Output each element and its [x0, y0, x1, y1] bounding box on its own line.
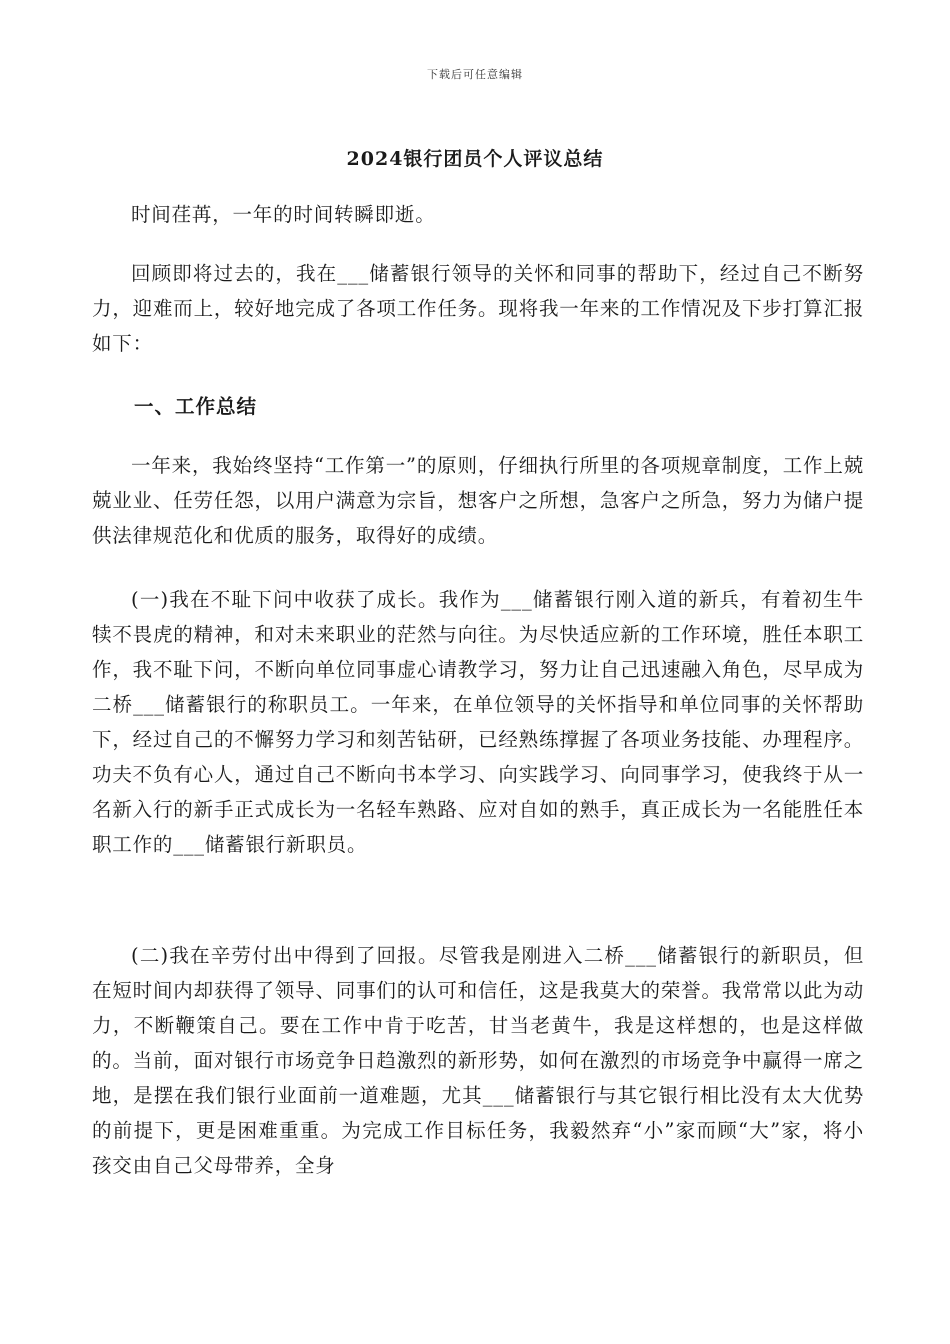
- paragraph-intro: 时间荏苒，一年的时间转瞬即逝。: [131, 203, 436, 226]
- paragraph-review: 回顾即将过去的，我在___储蓄银行领导的关怀和同事的帮助下，经过自己不断努力，迎难而上，较好地完成了各项工作任务。现将我一年来的工作情况及下步打算汇报如下：: [92, 262, 864, 355]
- paragraph-point-1: (一)我在不耻下问中收获了成长。我作为___储蓄银行刚入道的新兵，有着初生牛犊不畏虎的精神，和对未来职业的茫然与向往。为尽快适应新的工作环境，胜任本职工作，我不耻下问，不断向单位同事虚心请教学习，努力让自己迅速融入角色，尽早成为二桥___储蓄银行的称职员工。一年来，在单位领导的关怀指导和单位同事的关怀帮助下，经过自己的不懈努力学习和刻苦钻研，已经熟练撑握了各项业务技能、办理程序。功夫不负有心人，通过自己不断向书本学习、向实践学习、向同事学习，使我终于从一名新入行的新手正式成长为一名轻车熟路、应对自如的熟手，真正成长为一名能胜任本职工作的___储蓄银行新职员。: [92, 588, 864, 856]
- paragraph-point-2: (二)我在辛劳付出中得到了回报。尽管我是刚进入二桥___储蓄银行的新职员，但在短时间内却获得了领导、同事们的认可和信任，这是我莫大的荣誉。我常常以此为动力，不断鞭策自己。要在工作中肯于吃苦，甘当老黄牛，我是这样想的，也是这样做的。当前，面对银行市场竞争日趋激烈的新形势，如何在激烈的市场竞争中赢得一席之地，是摆在我们银行业面前一道难题，尤其___储蓄银行与其它银行相比没有太大优势的前提下，更是困难重重。为完成工作目标任务，我毅然弃“小”家而顾“大”家，将小孩交由自己父母带养，全身: [92, 944, 864, 1177]
- document-title: 2024银行团员个人评议总结: [346, 148, 604, 170]
- header-note: 下载后可任意编辑: [427, 68, 523, 81]
- paragraph-summary: 一年来，我始终坚持“工作第一”的原则，仔细执行所里的各项规章制度，工作上兢兢业业、任劳任怨，以用户满意为宗旨，想客户之所想，急客户之所急，努力为储户提供法律规范化和优质的服务，取得好的成绩。: [92, 454, 864, 547]
- section-heading-work-summary: 一、工作总结: [134, 395, 258, 418]
